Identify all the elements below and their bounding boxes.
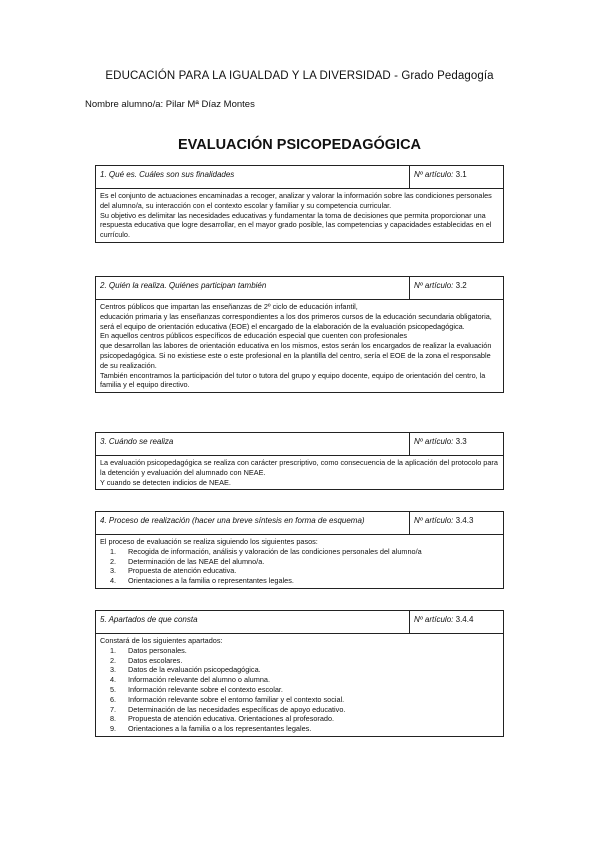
article-label: Nº artículo: <box>414 437 454 446</box>
list-number: 8. <box>110 714 117 724</box>
article-number: 3.3 <box>455 437 467 446</box>
section-question: 1. Qué es. Cuáles son sus finalidades <box>96 166 410 189</box>
list-number: 2. <box>110 556 117 566</box>
list-item <box>100 665 499 675</box>
article-number: 3.4.3 <box>455 516 474 525</box>
list-item <box>100 685 499 695</box>
list-text: Orientaciones a la familia o representantes legales. <box>128 576 294 586</box>
section-answer <box>96 535 504 589</box>
article-number: 3.4.4 <box>455 615 474 624</box>
section-table-3 <box>95 432 504 490</box>
answer-paragraph: que desarrollan las labores de orientación educativa en los mismos, estos serán los encargados de realizar la evaluación psicopedagógica. Si no existiese este o este profesional en la plantilla del centro, sería el EOE de la zona el responsable de su realización. <box>100 341 492 370</box>
list-text: Determinación de las necesidades específicas de apoyo educativo. <box>128 704 346 714</box>
list-item <box>100 714 499 724</box>
list-text: Determinación de las NEAE del alumno/a. <box>128 556 265 566</box>
list-text: Datos personales. <box>128 645 187 655</box>
answer-paragraph: Y cuando se detecten indicios de NEAE. <box>100 477 231 487</box>
list-number: 9. <box>110 724 117 734</box>
section-question: 5. Apartados de que consta <box>96 611 410 634</box>
list-item <box>100 724 499 734</box>
article-label: Nº artículo: <box>414 615 454 624</box>
steps-list <box>100 547 499 586</box>
list-number: 6. <box>110 694 117 704</box>
list-number: 3. <box>110 566 117 576</box>
course-title: EDUCACIÓN PARA LA IGUALDAD Y LA DIVERSIDAD - Grado Pedagogía <box>105 70 494 82</box>
list-text: Información relevante del alumno o alumna. <box>128 675 270 685</box>
answer-paragraph: La evaluación psicopedagógica se realiza con carácter prescriptivo, como consecuencia de la aplicación del protocolo para la detención y evaluación del alumnado con NEAE. <box>100 458 498 477</box>
article-cell <box>410 166 504 189</box>
answer-paragraph: educación primaria y las enseñanzas correspondientes a los dos primeros cursos de la educación secundaria obligatoria, será el equipo de orientación educativa (EOE) el encargado de la elaboración de la evaluación psicopedagógica. <box>100 311 492 331</box>
list-text: Orientaciones a la familia o a los representantes legales. <box>128 724 312 734</box>
article-number: 3.1 <box>455 170 467 179</box>
list-item <box>100 566 499 576</box>
article-label: Nº artículo: <box>414 516 454 525</box>
list-item <box>100 576 499 586</box>
section-answer <box>96 634 504 737</box>
list-number: 7. <box>110 704 117 714</box>
sections-list <box>100 646 499 734</box>
list-number: 4. <box>110 675 117 685</box>
list-number: 4. <box>110 576 117 586</box>
section-question: 4. Proceso de realización (hacer una breve síntesis en forma de esquema) <box>96 512 410 535</box>
article-label: Nº artículo: <box>414 281 454 290</box>
section-answer <box>96 300 504 393</box>
list-number: 1. <box>110 645 117 655</box>
article-label: Nº artículo: <box>414 170 454 179</box>
list-number: 3. <box>110 665 117 675</box>
student-name-line: Nombre alumno/a: Pilar Mª Díaz Montes <box>85 99 255 110</box>
section-question: 2. Quién la realiza. Quiénes participan también <box>96 277 410 300</box>
list-text: Recogida de información, análisis y valoración de las condiciones personales del alumno/a <box>128 546 422 556</box>
list-item <box>100 705 499 715</box>
list-item <box>100 646 499 656</box>
section-table-1 <box>95 165 504 243</box>
section-table-4 <box>95 511 504 589</box>
list-text: Propuesta de atención educativa. Orientaciones al profesorado. <box>128 714 335 724</box>
answer-paragraph: Centros públicos que impartan las enseñanzas de 2º ciclo de educación infantil, <box>100 302 358 311</box>
answer-paragraph: Su objetivo es delimitar las necesidades educativas y fundamentar la toma de decisiones que permita proporcionar una respuesta educativa que logre desarrollar, en el mayor grado posible, las competencias y capacidades establecidas en el currículo. <box>100 210 492 240</box>
section-answer <box>96 456 504 490</box>
section-table-5 <box>95 610 504 737</box>
article-cell <box>410 277 504 300</box>
list-item <box>100 547 499 557</box>
list-text: Datos de la evaluación psicopedagógica. <box>128 665 261 675</box>
article-cell <box>410 433 504 456</box>
list-text: Información relevante sobre el contexto escolar. <box>128 684 283 694</box>
article-number: 3.2 <box>455 281 467 290</box>
answer-paragraph: Es el conjunto de actuaciones encaminadas a recoger, analizar y valorar la información sobre las condiciones personales del alumno/a, su interacción con el contexto escolar y familiar y su competencia curricular. <box>100 191 492 210</box>
section-table-2 <box>95 276 504 393</box>
answer-paragraph: También encontramos la participación del tutor o tutora del grupo y equipo docente, equipo de orientación del centro, la familia y el equipo directivo. <box>100 370 486 390</box>
list-number: 2. <box>110 655 117 665</box>
list-text: Información relevante sobre el entorno familiar y el contexto social. <box>128 694 345 704</box>
answer-paragraph: En aquellos centros públicos específicos de educación especial que cuenten con profesionales <box>100 331 408 341</box>
section-question: 3. Cuándo se realiza <box>96 433 410 456</box>
list-intro: El proceso de evaluación se realiza siguiendo los siguientes pasos: <box>100 537 318 546</box>
list-number: 1. <box>110 546 117 556</box>
list-text: Datos escolares. <box>128 655 183 665</box>
list-item <box>100 695 499 705</box>
list-text: Propuesta de atención educativa. <box>128 566 237 576</box>
article-cell <box>410 611 504 634</box>
list-item <box>100 557 499 567</box>
document-title: EVALUACIÓN PSICOPEDAGÓGICA <box>177 137 422 153</box>
article-cell <box>410 512 504 535</box>
list-item <box>100 656 499 666</box>
list-item <box>100 675 499 685</box>
list-intro: Constará de los siguientes apartados: <box>100 636 223 645</box>
section-answer <box>96 189 504 243</box>
list-number: 5. <box>110 684 117 694</box>
